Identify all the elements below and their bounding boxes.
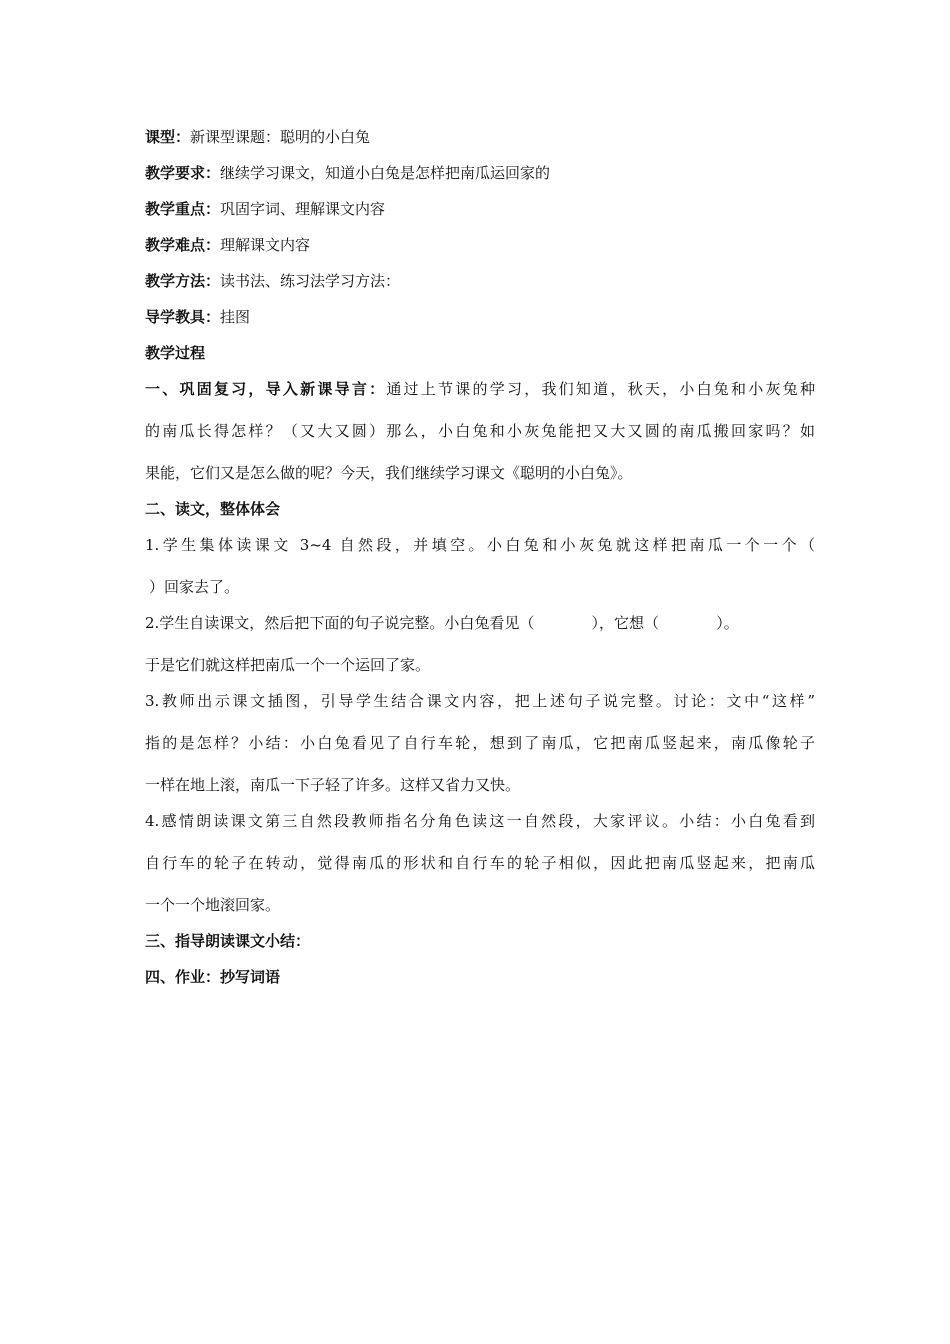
item3-line2: 指的是怎样？小结：小白兔看见了自行车轮，想到了南瓜，它把南瓜竖起来，南瓜像轮子 [145,734,815,752]
section1-text-1: 通过上节课的学习，我们知道，秋天，小白兔和小灰兔种 [386,380,815,398]
process-title: 教学过程 [145,344,206,362]
item4-line1: 4.感情朗读课文第三自然段教师指名分角色读这一自然段，大家评议。小结：小白兔看到 [145,812,815,830]
item4-line2: 自行车的轮子在转动，觉得南瓜的形状和自行车的轮子相似，因此把南瓜竖起来，把南瓜 [145,854,815,872]
requirement-label: 教学要求： [145,164,221,182]
type-label: 课型： [145,128,191,146]
difficulty-value: 理解课文内容 [220,236,311,254]
requirement-value: 继续学习课文，知道小白兔是怎样把南瓜运回家的 [220,164,551,182]
item4-line3: 一个一个地滚回家。 [145,896,281,914]
method-label: 教学方法： [145,272,221,290]
method-value: 读书法、练习法学习方法： [220,272,401,290]
section1-line2: 的南瓜长得怎样？（又大又圆）那么，小白兔和小灰兔能把又大又圆的南瓜搬回家吗？如 [145,422,815,440]
item2-line2: 于是它们就这样把南瓜一个一个运回了家。 [145,656,431,674]
meta-tools [145,307,815,327]
meta-method [145,271,815,291]
item2-line1: 2.学生自读课文，然后把下面的句子说完整。小白兔看见（ ），它想（ ）。 [145,614,739,632]
tools-label: 导学教具： [145,308,221,326]
section1-line1 [145,379,815,399]
meta-difficulty [145,235,815,255]
section1-heading: 一、巩固复习，导入新课导言： [145,380,387,398]
meta-key-point [145,199,815,219]
difficulty-label: 教学难点： [145,236,221,254]
key-point-value: 巩固字词、理解课文内容 [220,200,386,218]
section1-line3: 果能，它们又是怎么做的呢？今天，我们继续学习课文《聪明的小白兔》。 [145,464,633,482]
key-point-label: 教学重点： [145,200,221,218]
item1-line2: ）回家去了。 [149,578,240,596]
item1-line1: 1.学生集体读课文 3~4 自然段，并填空。小白兔和小灰兔就这样把南瓜一个一个（ [145,536,815,554]
section4-heading: 四、作业：抄写词语 [145,968,281,986]
meta-requirement [145,163,815,183]
tools-value: 挂图 [220,308,251,326]
meta-type [145,127,815,147]
item3-line1: 3.教师出示课文插图，引导学生结合课文内容，把上述句子说完整。讨论：文中“这样” [145,692,815,710]
item3-line3: 一样在地上滚，南瓜一下子轻了许多。这样又省力又快。 [145,776,521,794]
type-value: 新课型课题：聪明的小白兔 [190,128,371,146]
section2-heading: 二、读文，整体体会 [145,500,281,518]
section3-heading: 三、指导朗读课文小结： [145,932,311,950]
